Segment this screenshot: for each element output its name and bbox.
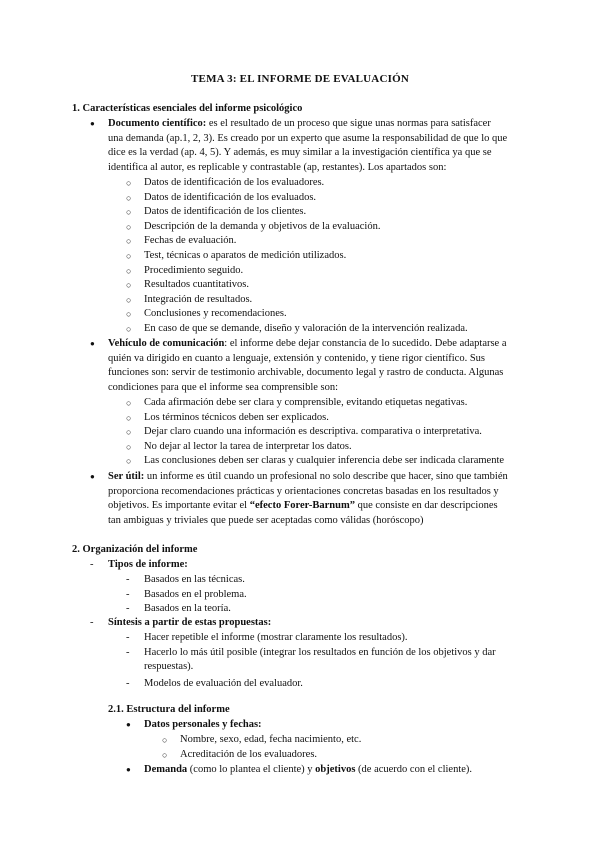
list-item: ○ Cada afirmación debe ser clara y comprensible, evitando etiquetas negativas. [126,397,468,408]
sintesis-label: Síntesis a partir de estas propuestas: [108,617,272,628]
list-item: - Basados en las técnicas. [126,574,245,585]
list-item: ○ Integración de resultados. [126,293,253,305]
datos-list [162,733,542,762]
list-item: ○ Test, técnicas o aparatos de medición utilizados. [126,249,347,261]
documento-text: es el resultado de un proceso que sigue unas normas para satisfacer una demanda (ap.1, 2, 3). Es creado por un experto que asume la responsabilidad de que lo que dice es la verdad (ap. 4, 5). Y además, es muy similar a la investigación científica ya que se identifica al autor, es replicable y contrastable (ap, restantes). Los apartados son: [108,118,508,173]
list-item: ○ Nombre, sexo, edad, fecha nacimiento, etc. [162,734,362,745]
list-item: ○ Procedimiento seguido. [126,264,244,276]
list-item: - Hacerlo lo más útil posible (integrar los resultados en función de los objetivos y dar respuestas). [126,646,496,673]
list-item: ○ Datos de identificación de los evaluados. [126,191,317,203]
list-item: - Basados en el problema. [126,588,247,600]
vehiculo-label: Vehículo de comunicación [108,338,225,349]
list-item: ○ En caso de que se demande, diseño y valoración de la intervención realizada. [126,322,468,334]
bullet-glyph: ● [90,472,95,481]
section-1-heading: 1. Características esenciales del informe psicológico [72,103,303,114]
dash-glyph: - [90,617,94,628]
list-item: ○ Acreditación de los evaluadores. [162,748,318,760]
page-title: TEMA 3: EL INFORME DE EVALUACIÓN [191,73,409,85]
list-item: ○ Fechas de evaluación. [126,235,237,247]
util-paragraph: Ser útil: un informe es útil cuando un profesional no solo describe que hacer, sino que también proporciona recomendaciones prácticas y orientaciones concretas basadas en los resultados y objetivos. Es importante evitar el “efecto Forer-Barnum” que consiste en dar descripciones tan ambiguas y triviales que puede ser aceptadas como válidas (horóscopo) [108,471,508,526]
list-item: ○ Los términos técnicos deben ser explicados. [126,411,329,423]
tipos-list [126,573,526,617]
list-item: ○ Las conclusiones deben ser claras y cualquier inferencia debe ser indicada claramente [126,455,505,467]
list-item: - Hacer repetible el informe (mostrar claramente los resultados). [126,632,408,643]
subsection-2-1-heading: 2.1. Estructura del informe [108,704,230,715]
list-item: ○ No dejar al lector la tarea de interpretar los datos. [126,440,352,452]
vehiculo-list [126,396,536,469]
documento-paragraph [108,117,508,175]
vehiculo-text: : el informe debe dejar constancia de lo sucedido. Debe adaptarse a quién va dirigido en cuanto a lenguaje, extensión y contenido, y tiene rigor científico. Sus funciones son: servir de testimonio archivable, documento legal y rastro de conducta. Algunas condiciones para que el informe sea comprensible son: [108,338,507,393]
dash-glyph: - [90,559,94,570]
list-item: - Basados en la teoría. [126,603,231,615]
bullet-glyph: ● [126,765,131,774]
bullet-glyph: ● [90,119,95,128]
documento-list [126,176,526,337]
util-label: Ser útil: [108,471,145,482]
list-item: ○ Resultados cuantitativos. [126,279,249,291]
list-item: ○ Conclusiones y recomendaciones. [126,308,287,320]
sintesis-list [126,631,526,691]
list-item: - Modelos de evaluación del evaluador. [126,677,303,689]
documento-label: Documento científico: [108,118,207,129]
list-item: ○ Descripción de la demanda y objetivos de la evaluación. [126,220,381,232]
tipos-label: Tipos de informe: [108,559,188,570]
bullet-glyph: ● [90,339,95,348]
bullet-glyph: ● [126,720,131,729]
list-item: ○ Datos de identificación de los evaluadores. [126,177,325,188]
section-2-heading: 2. Organización del informe [72,544,198,555]
list-item: ○ Datos de identificación de los clientes. [126,206,307,218]
datos-label: Datos personales y fechas: [144,719,262,730]
list-item: ○ Dejar claro cuando una información es descriptiva. comparativa o interpretativa. [126,426,482,438]
vehiculo-paragraph [108,337,508,395]
demanda-line: Demanda (como lo plantea el cliente) y objetivos (de acuerdo con el cliente). [144,764,473,775]
forer-barnum-term: “efecto Forer-Barnum” [249,500,355,512]
